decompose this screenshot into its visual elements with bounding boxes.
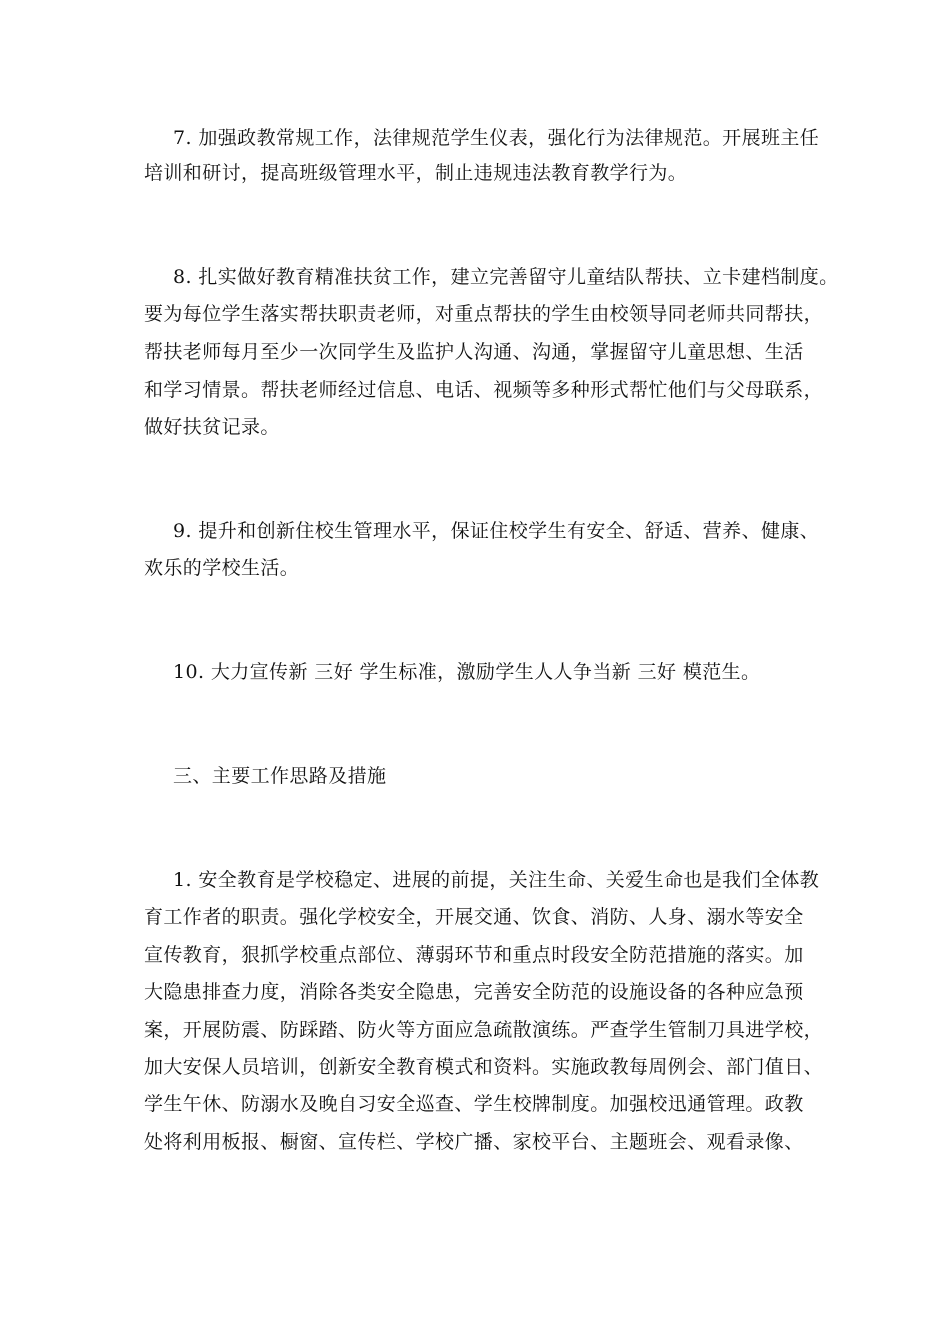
paragraph-item-8-line-5: 做好扶贫记录。	[144, 416, 280, 438]
paragraph-item-7-line-2: 培训和研讨，提高班级管理水平，制止违规违法教育教学行为。	[144, 162, 688, 184]
paragraph-item-8-line-3: 帮扶老师每月至少一次同学生及监护人沟通、沟通，掌握留守儿童思想、生活	[144, 341, 804, 363]
section-heading: 三、主要工作思路及措施	[173, 765, 387, 787]
paragraph-measure-1-line-3: 宣传教育，狠抓学校重点部位、薄弱环节和重点时段安全防范措施的落实。加	[144, 944, 804, 966]
paragraph-item-10-line-1: 10. 大力宣传新 三好 学生标准，激励学生人人争当新 三好 模范生。	[173, 661, 761, 683]
paragraph-item-9-line-2: 欢乐的学校生活。	[144, 557, 300, 579]
paragraph-measure-1-line-7: 学生午休、防溺水及晚自习安全巡查、学生校牌制度。加强校迅通管理。政教	[144, 1093, 804, 1115]
paragraph-item-8-line-4: 和学习情景。帮扶老师经过信息、电话、视频等多种形式帮忙他们与父母联系，	[144, 379, 824, 401]
paragraph-measure-1-line-2: 育工作者的职责。强化学校安全，开展交通、饮食、消防、人身、溺水等安全	[144, 906, 804, 928]
paragraph-measure-1-line-1: 1. 安全教育是学校稳定、进展的前提，关注生命、关爱生命也是我们全体教	[173, 869, 820, 891]
paragraph-measure-1-line-8: 处将利用板报、橱窗、宣传栏、学校广播、家校平台、主题班会、观看录像、	[144, 1131, 804, 1153]
paragraph-item-7-line-1: 7. 加强政教常规工作，法律规范学生仪表，强化行为法律规范。开展班主任	[173, 127, 820, 149]
paragraph-item-8-line-1: 8. 扎实做好教育精准扶贫工作，建立完善留守儿童结队帮扶、立卡建档制度。	[173, 266, 839, 288]
paragraph-item-9-line-1: 9. 提升和创新住校生管理水平，保证住校学生有安全、舒适、营养、健康、	[173, 520, 820, 542]
paragraph-measure-1-line-6: 加大安保人员培训，创新安全教育模式和资料。实施政教每周例会、部门值日、	[144, 1056, 824, 1078]
paragraph-measure-1-line-4: 大隐患排查力度，消除各类安全隐患，完善安全防范的设施设备的各种应急预	[144, 981, 804, 1003]
paragraph-item-8-line-2: 要为每位学生落实帮扶职责老师，对重点帮扶的学生由校领导同老师共同帮扶，	[144, 303, 824, 325]
paragraph-measure-1-line-5: 案，开展防震、防踩踏、防火等方面应急疏散演练。严查学生管制刀具进学校，	[144, 1019, 824, 1041]
